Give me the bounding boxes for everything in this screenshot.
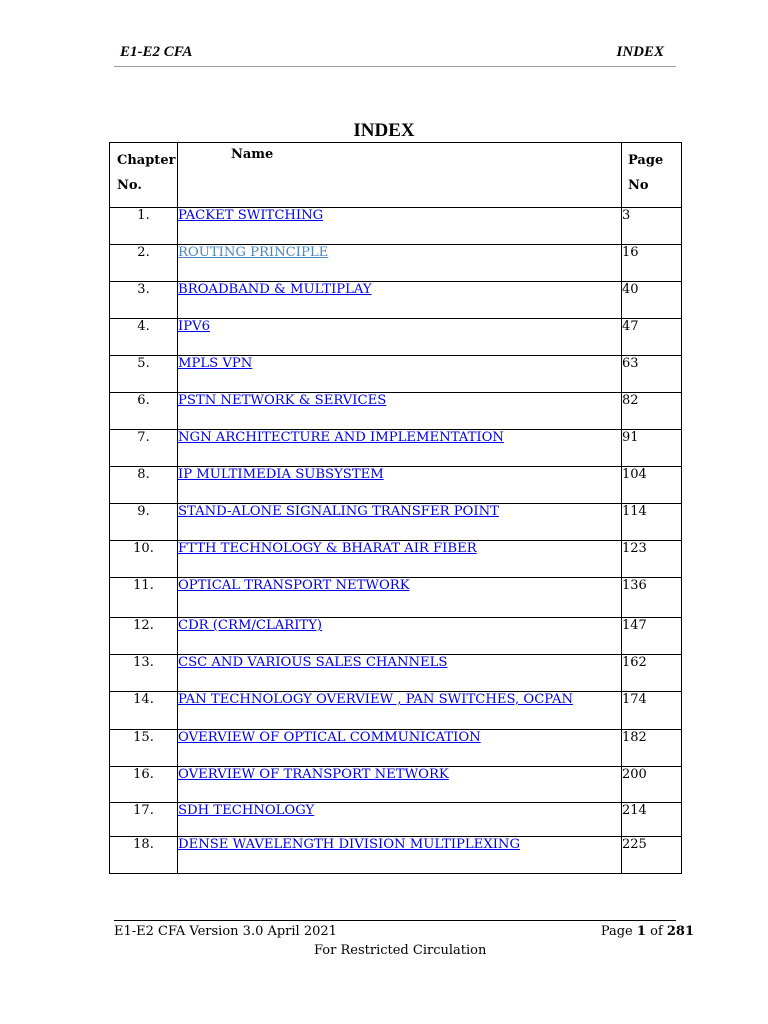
- chapter-name-cell: [178, 618, 622, 655]
- column-header-chapter: [110, 143, 178, 208]
- table-row: [110, 803, 682, 837]
- page-number: 123: [622, 541, 682, 578]
- table-row: [110, 282, 682, 319]
- chapter-name-cell: [178, 245, 622, 282]
- chapter-name-cell: [178, 467, 622, 504]
- chapter-link[interactable]: MPLS VPN: [178, 356, 253, 371]
- chapter-name-cell: [178, 430, 622, 467]
- page-header: [114, 42, 676, 67]
- table-row: [110, 692, 682, 730]
- chapter-name-cell: [178, 356, 622, 393]
- chapter-link[interactable]: STAND-ALONE SIGNALING TRANSFER POINT: [178, 504, 499, 519]
- header-left-text: E1-E2 CFA: [120, 44, 193, 60]
- page-number: 136: [622, 578, 682, 618]
- table-row: [110, 208, 682, 245]
- column-header-page-line2: No: [628, 178, 649, 193]
- chapter-link[interactable]: DENSE WAVELENGTH DIVISION MULTIPLEXING: [178, 837, 520, 852]
- chapter-link[interactable]: BROADBAND & MULTIPLAY: [178, 282, 372, 297]
- chapter-name-cell: [178, 393, 622, 430]
- page-number: 214: [622, 803, 682, 837]
- header-right-text: INDEX: [616, 44, 664, 60]
- chapter-name-cell: [178, 319, 622, 356]
- chapter-name-cell: [178, 803, 622, 837]
- table-row: [110, 467, 682, 504]
- page-number: 16: [622, 245, 682, 282]
- chapter-link[interactable]: OPTICAL TRANSPORT NETWORK: [178, 578, 410, 593]
- page-number: 3: [622, 208, 682, 245]
- chapter-link[interactable]: CSC AND VARIOUS SALES CHANNELS: [178, 655, 448, 670]
- chapter-link[interactable]: PACKET SWITCHING: [178, 208, 324, 223]
- page-number: 162: [622, 655, 682, 692]
- chapter-name-cell: [178, 282, 622, 319]
- table-row: [110, 655, 682, 692]
- footer-page-of: of: [650, 924, 663, 939]
- chapter-number: 5.: [110, 356, 178, 393]
- page-number: 47: [622, 319, 682, 356]
- page-number: 40: [622, 282, 682, 319]
- chapter-name-cell: [178, 692, 622, 730]
- chapter-number: 9.: [110, 504, 178, 541]
- table-header-row: [110, 143, 682, 208]
- chapter-link[interactable]: IP MULTIMEDIA SUBSYSTEM: [178, 467, 384, 482]
- chapter-number: 10.: [110, 541, 178, 578]
- chapter-name-cell: [178, 730, 622, 767]
- column-header-chapter-line1: Chapter: [117, 153, 176, 168]
- table-row: [110, 356, 682, 393]
- footer-page-word: Page: [600, 924, 633, 939]
- page-number: 182: [622, 730, 682, 767]
- table-row: [110, 730, 682, 767]
- footer-page-total: 281: [666, 924, 694, 939]
- chapter-link[interactable]: FTTH TECHNOLOGY & BHARAT AIR FIBER: [178, 541, 477, 556]
- page-number: 174: [622, 692, 682, 730]
- page-number: 82: [622, 393, 682, 430]
- chapter-link[interactable]: ROUTING PRINCIPLE: [178, 245, 329, 260]
- chapter-number: 14.: [110, 692, 178, 730]
- table-row: [110, 541, 682, 578]
- chapter-link[interactable]: OVERVIEW OF OPTICAL COMMUNICATION: [178, 730, 481, 745]
- column-header-page-line1: Page: [628, 153, 664, 168]
- chapter-name-cell: [178, 655, 622, 692]
- chapter-number: 7.: [110, 430, 178, 467]
- table-row: [110, 319, 682, 356]
- column-header-name: [178, 143, 622, 208]
- chapter-number: 18.: [110, 837, 178, 874]
- page-number: 147: [622, 618, 682, 655]
- page-footer: [114, 920, 694, 958]
- chapter-name-cell: [178, 837, 622, 874]
- column-header-name-text: Name: [231, 147, 274, 162]
- page-number: 104: [622, 467, 682, 504]
- chapter-number: 13.: [110, 655, 178, 692]
- chapter-number: 3.: [110, 282, 178, 319]
- table-row: [110, 767, 682, 803]
- footer-page-current: 1: [636, 924, 646, 939]
- page-number: 225: [622, 837, 682, 874]
- footer-version-text: E1-E2 CFA Version 3.0 April 2021: [114, 924, 337, 939]
- chapter-link[interactable]: PAN TECHNOLOGY OVERVIEW , PAN SWITCHES, OCPAN: [178, 692, 574, 707]
- chapter-name-cell: [178, 541, 622, 578]
- chapter-link[interactable]: CDR (CRM/CLARITY): [178, 618, 323, 633]
- page-title: INDEX: [353, 120, 415, 141]
- chapter-number: 8.: [110, 467, 178, 504]
- chapter-link[interactable]: NGN ARCHITECTURE AND IMPLEMENTATION: [178, 430, 504, 445]
- table-row: [110, 578, 682, 618]
- chapter-link[interactable]: PSTN NETWORK & SERVICES: [178, 393, 387, 408]
- footer-restricted-text: For Restricted Circulation: [314, 943, 487, 958]
- page-number: 200: [622, 767, 682, 803]
- table-row: [110, 504, 682, 541]
- page-number: 91: [622, 430, 682, 467]
- chapter-number: 6.: [110, 393, 178, 430]
- chapter-number: 12.: [110, 618, 178, 655]
- chapter-number: 16.: [110, 767, 178, 803]
- chapter-name-cell: [178, 504, 622, 541]
- chapter-number: 17.: [110, 803, 178, 837]
- chapter-number: 15.: [110, 730, 178, 767]
- column-header-chapter-line2: No.: [117, 178, 142, 193]
- page-number: 63: [622, 356, 682, 393]
- chapter-number: 4.: [110, 319, 178, 356]
- chapter-link[interactable]: OVERVIEW OF TRANSPORT NETWORK: [178, 767, 449, 782]
- chapter-link[interactable]: SDH TECHNOLOGY: [178, 803, 315, 818]
- chapter-number: 1.: [110, 208, 178, 245]
- table-row: [110, 245, 682, 282]
- chapter-number: 2.: [110, 245, 178, 282]
- chapter-link[interactable]: IPV6: [178, 319, 210, 334]
- chapter-name-cell: [178, 578, 622, 618]
- chapter-number: 11.: [110, 578, 178, 618]
- table-row: [110, 430, 682, 467]
- table-row: [110, 618, 682, 655]
- footer-page-number: [601, 924, 694, 939]
- chapter-name-cell: [178, 767, 622, 803]
- chapter-name-cell: [178, 208, 622, 245]
- column-header-page: [622, 143, 682, 208]
- page-number: 114: [622, 504, 682, 541]
- table-row: [110, 393, 682, 430]
- index-table: [109, 142, 682, 874]
- table-row: [110, 837, 682, 874]
